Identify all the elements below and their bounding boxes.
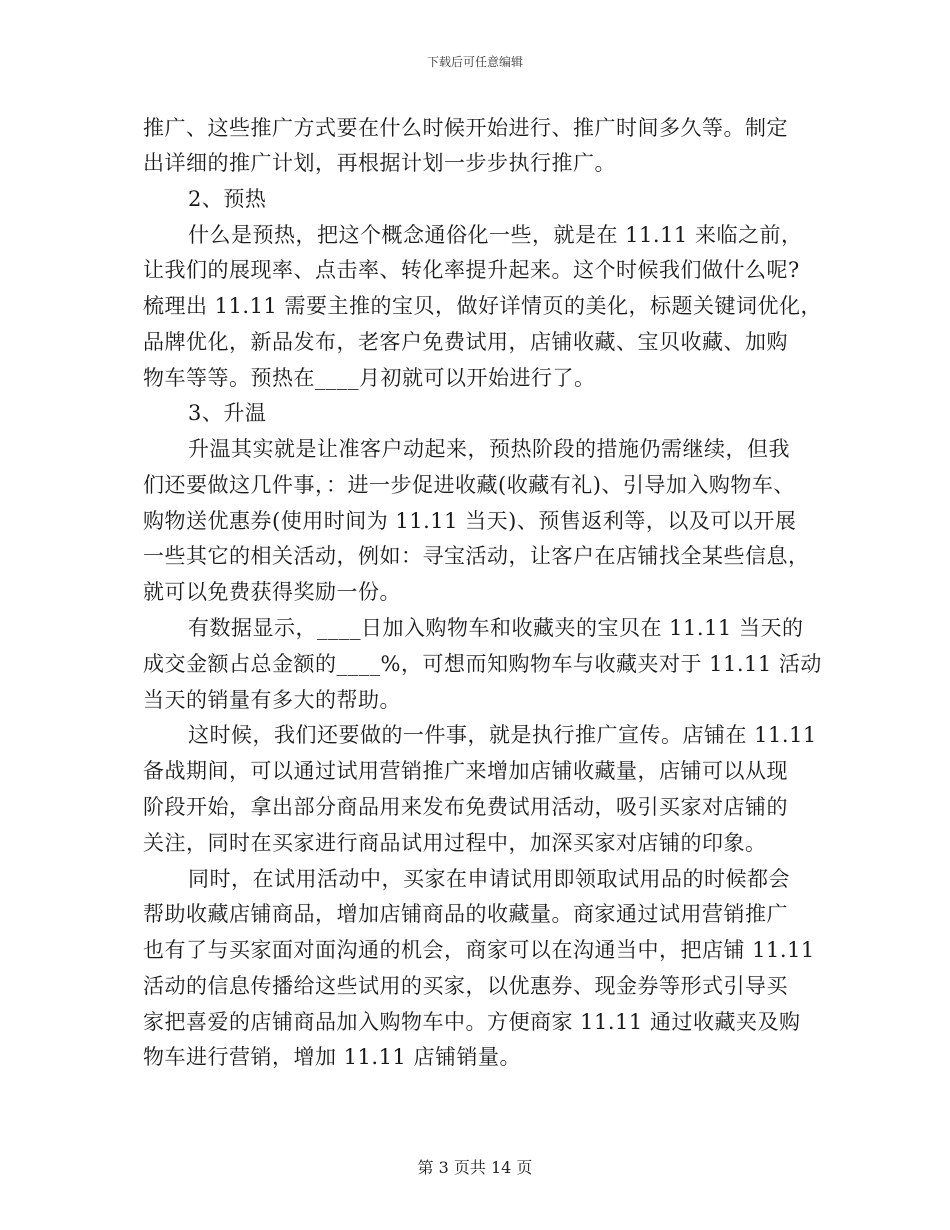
body-line: 3、升温 (188, 401, 267, 425)
body-line: 让我们的展现率、点击率、转化率提升起来。这个时候我们做什么呢? (143, 258, 800, 282)
body-line: 成交金额占总金额的____%，可想而知购物车与收藏夹对于 11.11 活动 (143, 652, 822, 676)
body-line: 也有了与买家面对面沟通的机会，商家可以在沟通当中，把店铺 11.11 (143, 938, 815, 962)
body-line: 就可以免费获得奖励一份。 (143, 580, 401, 604)
body-line: 物车进行营销，增加 11.11 店铺销量。 (143, 1045, 521, 1069)
body-line: 一些其它的相关活动，例如：寻宝活动，让客户在店铺找全某些信息， (143, 544, 810, 568)
body-line: 推广、这些推广方式要在什么时候开始进行、推广时间多久等。制定 (143, 116, 788, 140)
body-line: 这时候，我们还要做的一件事，就是执行推广宣传。店铺在 11.11 (188, 723, 817, 747)
body-line: 活动的信息传播给这些试用的买家，以优惠券、现金券等形式引导买 (143, 974, 788, 998)
body-line: 什么是预热，把这个概念通俗化一些，就是在 11.11 来临之前， (188, 223, 803, 247)
body-line: 当天的销量有多大的帮助。 (143, 688, 401, 712)
body-line: 阶段开始，拿出部分商品用来发布免费试用活动，吸引买家对店铺的 (143, 795, 788, 819)
body-line: 2、预热 (188, 187, 267, 211)
body-line: 物车等等。预热在____月初就可以开始进行了。 (143, 366, 596, 390)
body-line: 有数据显示，____日加入购物车和收藏夹的宝贝在 11.11 当天的 (188, 616, 804, 640)
body-line: 备战期间，可以通过试用营销推广来增加店铺收藏量，店铺可以从现 (143, 759, 788, 783)
body-line: 出详细的推广计划，再根据计划一步步执行推广。 (143, 151, 616, 175)
body-line: 关注，同时在买家进行商品试用过程中，加深买家对店铺的印象。 (143, 831, 767, 855)
body-line: 升温其实就是让准客户动起来，预热阶段的措施仍需继续，但我 (188, 437, 790, 461)
body-line: 品牌优化，新品发布，老客户免费试用，店铺收藏、宝贝收藏、加购 (143, 330, 788, 354)
page-header: 下载后可任意编辑 (426, 55, 523, 69)
body-line: 帮助收藏店铺商品，增加店铺商品的收藏量。商家通过试用营销推广 (143, 902, 788, 926)
body-line: 梳理出 11.11 需要主推的宝贝，做好详情页的美化，标题关键词优化， (143, 294, 822, 318)
body-line: 同时，在试用活动中，买家在申请试用即领取试用品的时候都会 (188, 867, 790, 891)
body-line: 购物送优惠券(使用时间为 11.11 当天)、预售返利等，以及可以开展 (143, 509, 797, 533)
body-line: 家把喜爱的店铺商品加入购物车中。方便商家 11.11 通过收藏夹及购 (143, 1010, 801, 1034)
page-footer: 第 3 页共 14 页 (417, 1158, 533, 1177)
body-line: 们还要做这几件事，：进一步促进收藏(收藏有礼)、引导加入购物车、 (143, 473, 795, 497)
